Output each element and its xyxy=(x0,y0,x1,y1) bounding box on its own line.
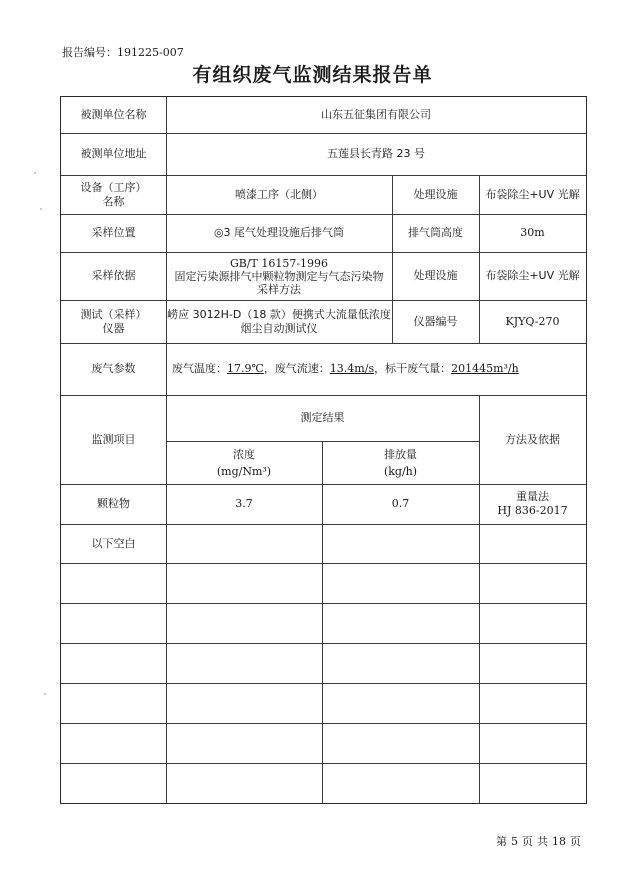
sampling-basis-label: 采样依据 xyxy=(91,269,136,282)
equipment-label-line1: 设备（工序） xyxy=(80,180,147,194)
emission-header xyxy=(322,441,479,484)
instrument-line2: 烟尘自动测试仪 xyxy=(240,321,318,335)
facility-value: 布袋除尘+UV 光解 xyxy=(485,187,580,201)
gas-flow-label: 废气流速： xyxy=(274,362,330,375)
facility-label: 处理设施 xyxy=(413,187,458,201)
result-header: 测定结果 xyxy=(300,411,345,424)
report-number xyxy=(62,44,184,60)
result-method xyxy=(479,484,586,524)
footer-text-2: 页 xyxy=(522,835,533,848)
instrument-line1: 崂应 3012H-D（18 款）便携式大流量低浓度 xyxy=(167,307,391,321)
footer-text-3: 共 xyxy=(537,835,548,848)
scan-dot xyxy=(40,208,42,210)
gas-params-value xyxy=(166,343,586,395)
gas-flow-value: 13.4m/s xyxy=(329,362,375,375)
sampling-basis-line3: 采样方法 xyxy=(257,282,301,296)
unit-address-label: 被测单位地址 xyxy=(80,147,147,160)
sampling-position-value: ◎3 尾气处理设施后排气筒 xyxy=(213,226,345,239)
scan-dot xyxy=(34,172,36,174)
instrument-id-label: 仪器编号 xyxy=(413,314,458,328)
concentration-header xyxy=(166,441,322,484)
gas-temp-label: 废气温度： xyxy=(172,362,227,375)
instrument-label-line2: 仪器 xyxy=(102,321,125,335)
page-number: 5 xyxy=(511,835,518,848)
page-footer xyxy=(494,833,583,849)
equipment-value: 喷漆工序（北侧） xyxy=(235,187,323,201)
page-total: 18 xyxy=(552,835,566,848)
result-concentration: 3.7 xyxy=(235,497,253,510)
result-method-line1: 重量法 xyxy=(516,490,549,503)
facility-label-2: 处理设施 xyxy=(413,269,458,282)
sampling-basis-line2: 固定污染源排气中颗粒物测定与气态污染物 xyxy=(174,269,384,283)
gas-temp-value: 17.9℃ xyxy=(227,362,264,375)
unit-address-value: 五莲县长青路 23 号 xyxy=(327,147,425,160)
result-method-line2: HJ 836-2017 xyxy=(497,504,568,517)
report-number-value: 191225-007 xyxy=(117,46,184,59)
footer-text-1: 第 xyxy=(496,835,507,848)
report-table xyxy=(60,96,587,804)
sampling-basis-standard: GB/T 16157-1996 xyxy=(229,256,329,270)
gas-std-label: 标干废气量： xyxy=(385,362,452,375)
equipment-label xyxy=(61,175,166,214)
method-header: 方法及依据 xyxy=(505,432,560,446)
sampling-basis-value xyxy=(166,252,392,300)
instrument-id-value: KJYQ-270 xyxy=(505,314,560,328)
emission-unit: (kg/h) xyxy=(383,464,418,478)
scan-dot xyxy=(44,693,46,695)
instrument-label-line1: 测试（采样） xyxy=(80,307,147,321)
gas-sep-2: ， xyxy=(374,362,386,375)
stack-height-value: 30m xyxy=(520,226,545,239)
unit-name-label: 被测单位名称 xyxy=(80,108,147,121)
result-item: 颗粒物 xyxy=(97,497,130,510)
gas-params-label: 废气参数 xyxy=(91,362,136,375)
unit-name-value: 山东五征集团有限公司 xyxy=(321,108,431,121)
equipment-label-line2: 名称 xyxy=(102,194,125,208)
blank-note: 以下空白 xyxy=(91,536,136,550)
gas-std-value: 201445m³/h xyxy=(451,362,519,375)
stack-height-label: 排气筒高度 xyxy=(408,226,463,239)
footer-text-4: 页 xyxy=(570,835,581,848)
instrument-value xyxy=(166,300,392,343)
facility-value-2: 布袋除尘+UV 光解 xyxy=(485,269,580,282)
report-number-label: 报告编号： xyxy=(62,46,117,59)
gas-sep-1: ， xyxy=(263,362,275,375)
instrument-label xyxy=(61,300,166,343)
item-header: 监测项目 xyxy=(91,432,136,446)
emission-label: 排放量 xyxy=(384,447,417,461)
sampling-position-label: 采样位置 xyxy=(91,226,136,239)
concentration-unit: (mg/Nm³) xyxy=(216,464,272,478)
report-title: 有组织废气监测结果报告单 xyxy=(192,64,433,86)
result-emission: 0.7 xyxy=(391,497,410,510)
concentration-label: 浓度 xyxy=(233,447,255,461)
